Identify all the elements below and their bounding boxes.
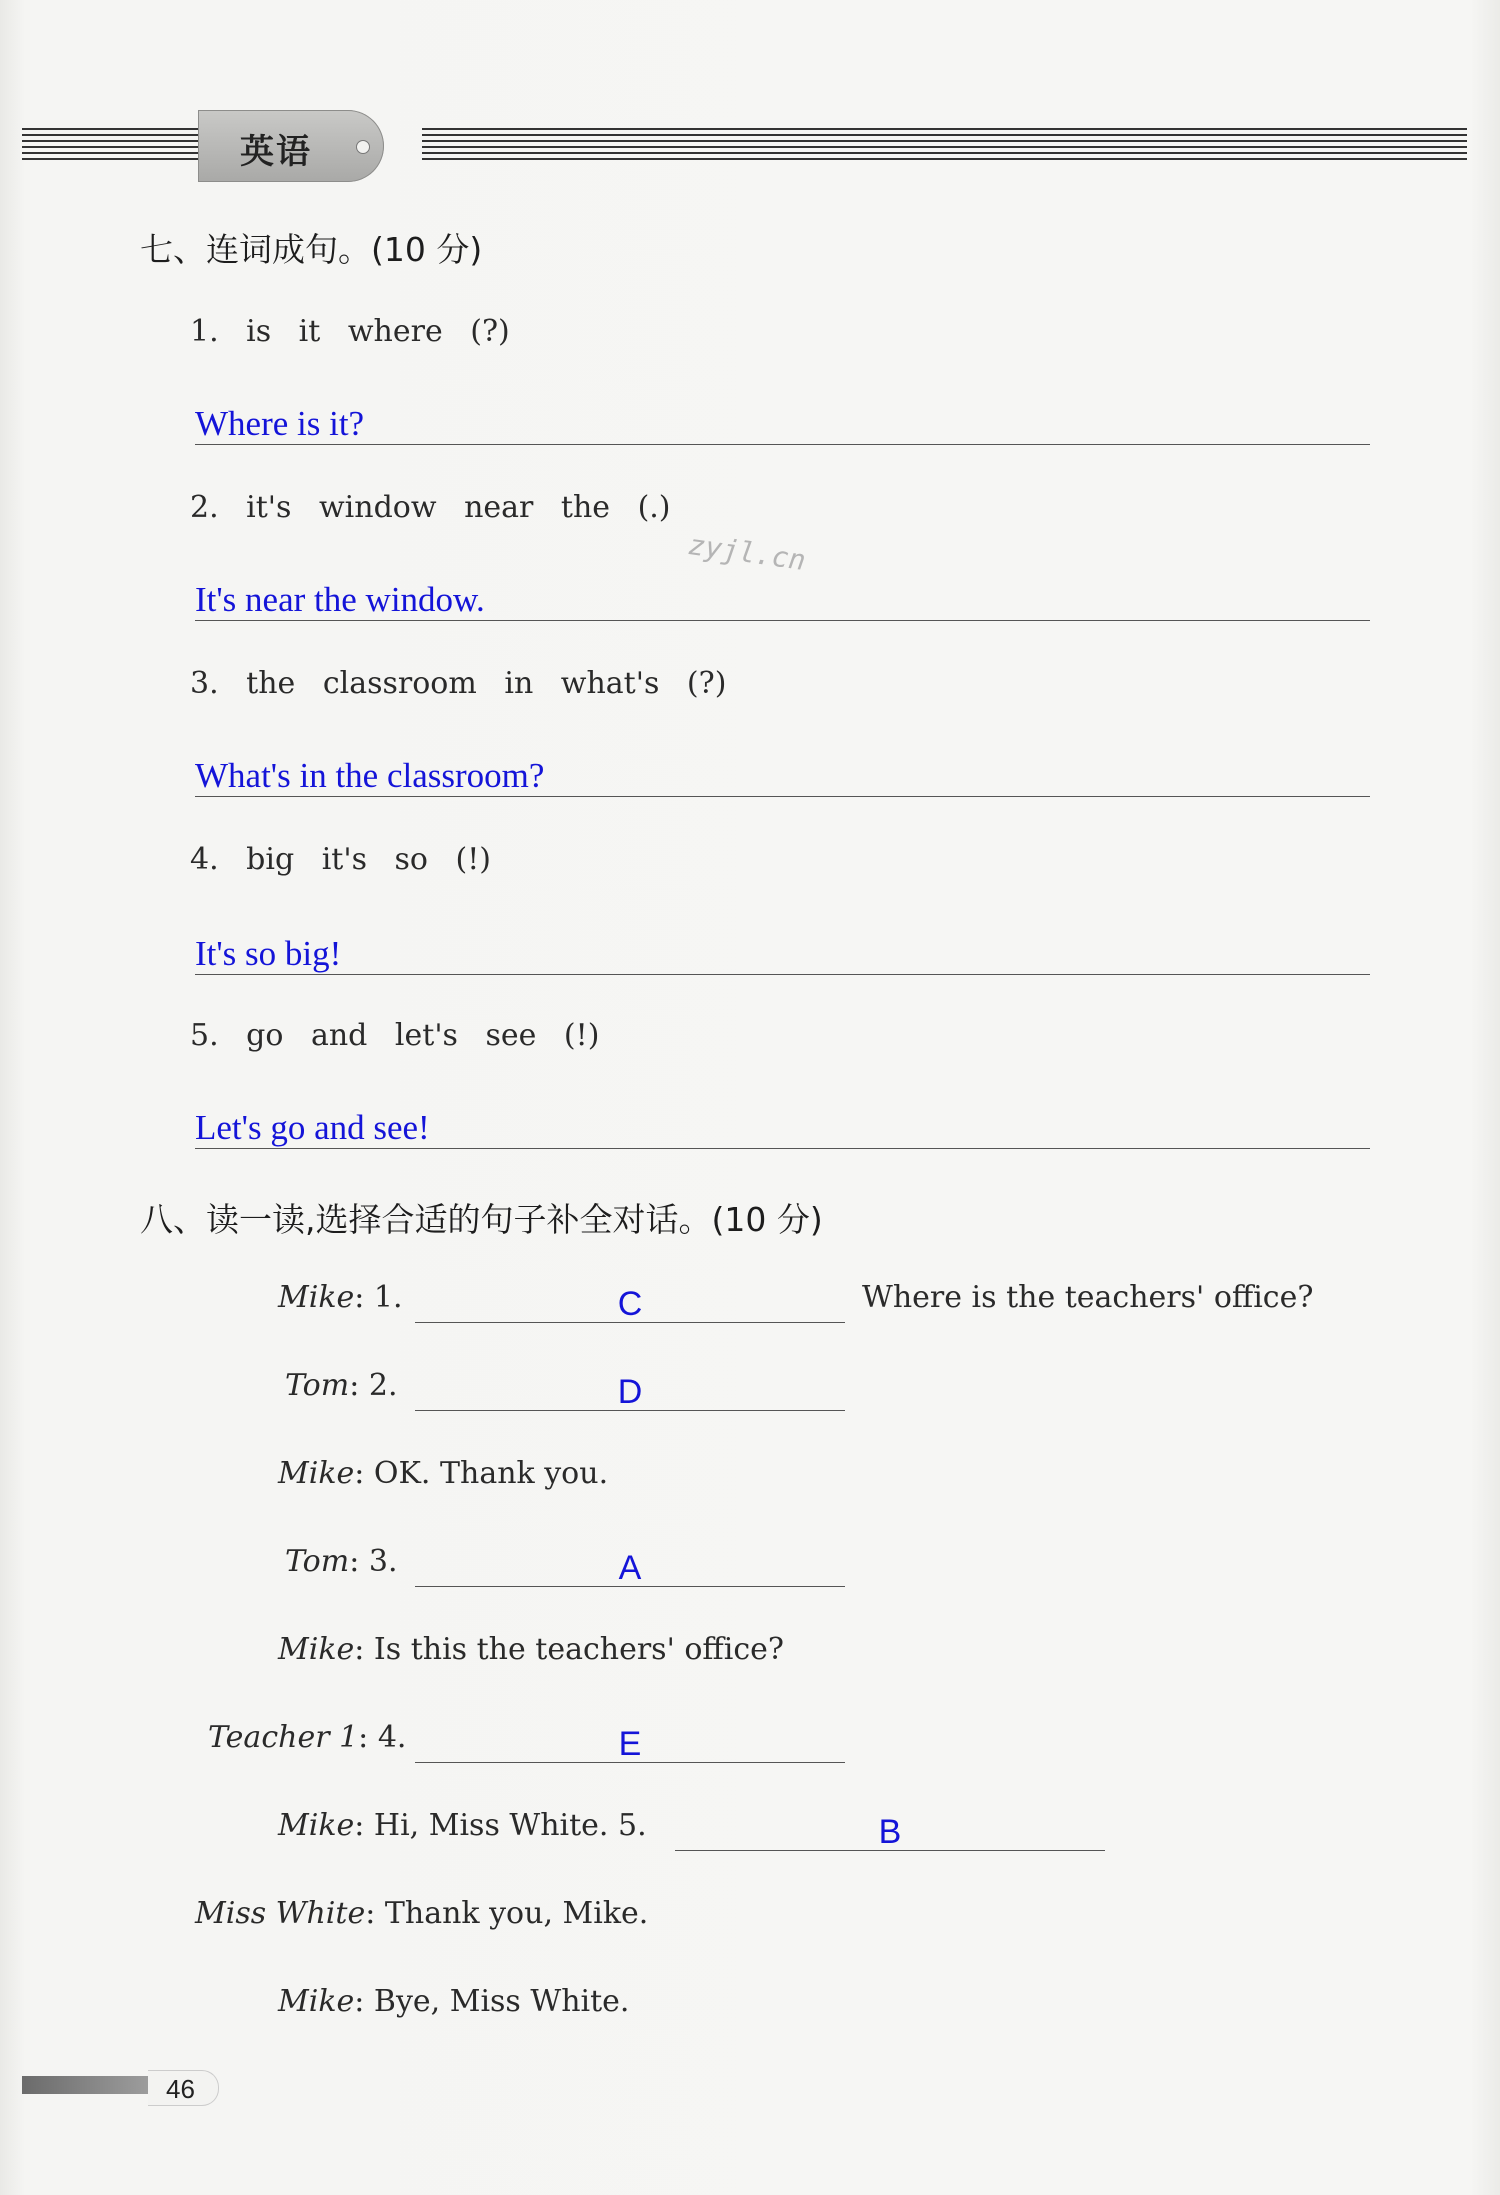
blank-4[interactable]	[415, 1722, 845, 1763]
speaker-separator: :	[349, 1544, 360, 1579]
answer-line-1[interactable]	[195, 396, 1370, 445]
answer-4: It's so big!	[195, 934, 342, 973]
speaker-name: Mike	[278, 1984, 355, 2019]
page-number: 46	[166, 2074, 195, 2104]
subject-label: 英语	[240, 132, 312, 172]
blank-1[interactable]	[415, 1282, 845, 1323]
answer-1: Where is it?	[195, 404, 365, 443]
subject-tab	[198, 110, 384, 182]
blank-number: 4.	[377, 1720, 407, 1755]
speaker-separator: :	[365, 1896, 376, 1931]
header-rule-right	[422, 128, 1467, 166]
speaker-name: Mike	[278, 1632, 355, 1667]
dialogue-line-1	[278, 1280, 403, 1315]
answer-line-4[interactable]	[195, 926, 1370, 975]
blank-1-answer: C	[617, 1285, 643, 1323]
blank-number: 1.	[373, 1280, 403, 1315]
question-4-prompt: 4. big it's so (!)	[190, 842, 491, 877]
question-2-prompt: 2. it's window near the (.)	[190, 490, 671, 525]
dialogue-line-4	[285, 1544, 397, 1579]
watermark: zyjl.cn	[686, 527, 808, 578]
dialogue-line-7	[278, 1808, 647, 1843]
speaker-separator: :	[354, 1280, 365, 1315]
blank-5-answer: B	[878, 1813, 902, 1851]
dialogue-line-8	[195, 1896, 648, 1931]
dialogue-line-1-tail: Where is the teachers' office?	[862, 1280, 1314, 1315]
question-3-prompt: 3. the classroom in what's (?)	[190, 666, 727, 701]
dialogue-line-9	[278, 1984, 629, 2019]
dialogue-text: Hi, Miss White. 5.	[373, 1808, 647, 1843]
header-rule-left	[22, 128, 202, 166]
section-8-title: 八、读一读,选择合适的句子补全对话。(10 分)	[140, 1200, 823, 1239]
question-1-prompt: 1. is it where (?)	[190, 314, 510, 349]
speaker-separator: :	[354, 1632, 365, 1667]
dialogue-text: OK. Thank you.	[373, 1456, 609, 1491]
answer-2: It's near the window.	[195, 580, 485, 619]
answer-line-2[interactable]	[195, 572, 1370, 621]
speaker-name: Teacher 1	[208, 1720, 359, 1755]
speaker-name: Mike	[278, 1808, 355, 1843]
speaker-separator: :	[354, 1808, 365, 1843]
speaker-separator: :	[354, 1984, 365, 2019]
question-5-prompt: 5. go and let's see (!)	[190, 1018, 600, 1053]
speaker-separator: :	[354, 1456, 365, 1491]
answer-5: Let's go and see!	[195, 1108, 430, 1147]
speaker-name: Tom	[285, 1544, 350, 1579]
dialogue-line-5	[278, 1632, 784, 1667]
blank-4-answer: E	[618, 1725, 642, 1763]
tab-dot-icon	[356, 140, 370, 154]
dialogue-line-2	[285, 1368, 397, 1403]
blank-number: 2.	[368, 1368, 398, 1403]
speaker-separator: :	[349, 1368, 360, 1403]
blank-2-answer: D	[617, 1373, 643, 1411]
dialogue-line-6	[208, 1720, 406, 1755]
dialogue-text: Thank you, Mike.	[384, 1896, 649, 1931]
dialogue-text: Is this the teachers' office?	[373, 1632, 784, 1667]
speaker-name: Miss White	[195, 1896, 366, 1931]
blank-5[interactable]	[675, 1810, 1105, 1851]
answer-line-3[interactable]	[195, 748, 1370, 797]
answer-line-5[interactable]	[195, 1100, 1370, 1149]
speaker-name: Mike	[278, 1456, 355, 1491]
dialogue-text: Bye, Miss White.	[373, 1984, 630, 2019]
blank-number: 3.	[368, 1544, 398, 1579]
blank-3-answer: A	[618, 1549, 642, 1587]
speaker-name: Mike	[278, 1280, 355, 1315]
blank-3[interactable]	[415, 1546, 845, 1587]
blank-2[interactable]	[415, 1370, 845, 1411]
answer-3: What's in the classroom?	[195, 756, 545, 795]
dialogue-line-3	[278, 1456, 608, 1491]
speaker-separator: :	[358, 1720, 369, 1755]
section-7-title: 七、连词成句。(10 分)	[140, 230, 483, 269]
speaker-name: Tom	[285, 1368, 350, 1403]
footer-bar	[22, 2076, 150, 2094]
